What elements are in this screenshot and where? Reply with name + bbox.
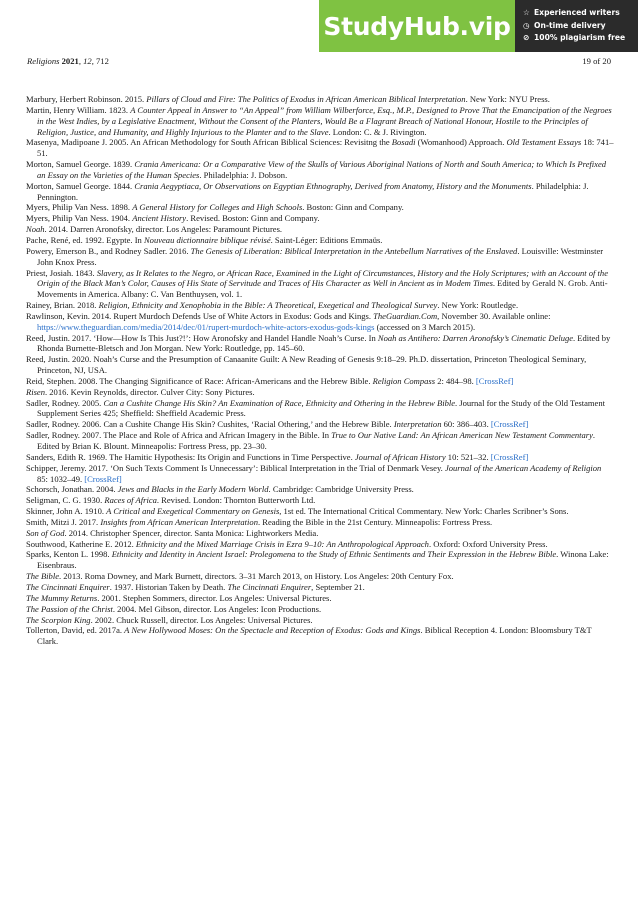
reference-text: Smith, Mitzi J. 2017. <box>26 516 101 527</box>
reference-link[interactable]: [CrossRef] <box>490 419 529 430</box>
reference-text: Sadler, Rodney. 2006. Can a Cushite Change His Skin? Cushites, ‘Racial Othering,’ and the Hebrew Bible. <box>26 419 394 430</box>
reference-entry <box>26 430 614 452</box>
reference-text: Rainey, Brian. 2018. <box>26 300 99 311</box>
reference-title: True to Our Native Land: An African American New Testament Commentary <box>331 430 593 441</box>
reference-text: . Edited by Rhonda Burnette-Bletsch and Jon Morgan. New York: Routledge, pp. 145–60. <box>37 332 611 354</box>
reference-title: Insights from African American Interpretation <box>100 516 258 527</box>
reference-title: A General History for Colleges and High Schools <box>132 202 303 213</box>
reference-entry <box>26 615 614 626</box>
article-number: 712 <box>96 56 109 66</box>
reference-title: Noah <box>26 224 45 235</box>
reference-title: Journal of African History <box>354 451 446 462</box>
reference-text: Morton, Samuel George. 1839. <box>26 159 135 170</box>
reference-entry <box>26 181 614 203</box>
reference-text: Martin, Henry William. 1823. <box>26 104 131 115</box>
reference-text: Powery, Emerson B., and Rodney Sadler. 2016. <box>26 245 191 256</box>
reference-text: . Revised. London: Thornton Butterworth Ltd. <box>156 495 316 506</box>
reference-text: . New York: Routledge. <box>437 300 519 311</box>
star-icon: ☆ <box>523 8 530 18</box>
reference-text: , 1st ed. The International Critical Commentary. New York: Charles Scribner’s Sons. <box>279 506 569 517</box>
reference-entry <box>26 419 614 430</box>
reference-list <box>26 94 614 647</box>
reference-title: The Scorpion King <box>26 614 91 625</box>
reference-text: . New York: NYU Press. <box>465 94 550 104</box>
reference-entry <box>26 235 614 246</box>
reference-entry <box>26 484 614 495</box>
reference-title: Journal of the American Academy of Religion <box>444 462 602 473</box>
reference-text: Rawlinson, Kevin. 2014. Rupert Murdoch Defends Use of White Actors in Exodus: Gods and Kings. <box>26 310 374 321</box>
reference-entry <box>26 398 614 420</box>
reference-entry <box>26 268 614 301</box>
reference-text: . Boston: Ginn and Company. <box>302 202 404 213</box>
reference-entry <box>26 463 614 485</box>
reference-entry <box>26 528 614 539</box>
reference-text: Schipper, Jeremy. 2017. ‘On Such Texts Comment Is Unnecessary’: Biblical Interpretation in the Trial of Denmark Vesey. <box>26 462 445 473</box>
reference-text: Seligman, C. G. 1930. <box>26 495 105 506</box>
reference-text: . 2014. Darren Aronofsky, director. Los Angeles: Paramount Pictures. <box>44 224 283 235</box>
reference-text: Sparks, Kenton L. 1998. <box>26 549 112 560</box>
reference-text: . 2001. Stephen Sommers, director. Los Angeles: Universal Pictures. <box>97 592 332 603</box>
feature-on-time-delivery <box>523 20 638 33</box>
feature-plagiarism-free <box>523 32 638 45</box>
reference-text: Pache, René, ed. 1992. Egypte. In <box>26 234 144 245</box>
feature-experienced-writers <box>523 7 638 20</box>
reference-text: (accessed on 3 March 2015). <box>374 321 476 332</box>
reference-entry <box>26 387 614 398</box>
reference-text: , September 21. <box>311 581 365 592</box>
reference-text: . Saint-Léger: Editions Emmaüs. <box>270 234 383 245</box>
studyhub-logo[interactable]: StudyHub.vip <box>319 0 515 52</box>
page-header <box>27 56 611 68</box>
reference-entry <box>26 246 614 268</box>
reference-text: . 2014. Christopher Spencer, director. Santa Monica: Lightworkers Media. <box>64 527 319 538</box>
page-number: 19 of 20 <box>582 56 611 66</box>
reference-link[interactable]: https://www.theguardian.com/media/2014/dec/01/rupert-murdoch-white-actors-exodus-gods-kings <box>37 321 375 332</box>
reference-entry <box>26 202 614 213</box>
reference-entry <box>26 376 614 387</box>
reference-entry <box>26 495 614 506</box>
reference-title: Nouveau dictionnaire biblique révisé <box>143 234 271 245</box>
feature-label: On-time delivery <box>534 20 606 30</box>
reference-title: The Cincinnati Enquirer <box>227 581 312 592</box>
reference-title: Pillars of Cloud and Fire: The Politics of Exodus in African American Biblical Interpretation <box>146 94 466 104</box>
reference-entry <box>26 582 614 593</box>
reference-text: 60: 386–403. <box>441 419 491 430</box>
reference-text: Tollerton, David, ed. 2017a. <box>26 625 125 636</box>
reference-title: Can a Cushite Change His Skin? An Examination of Race, Ethnicity and Othering in the Hebrew Bible <box>103 397 456 408</box>
studyhub-banner[interactable] <box>319 0 638 52</box>
reference-text: . 2013. Roma Downey, and Mark Burnett, directors. 3–31 March 2013, on History. Los Angeles: 20th Century Fox. <box>59 571 454 582</box>
reference-text: (Womanhood) Approach. <box>415 137 507 148</box>
reference-title: Crania Americana: Or a Comparative View of the Skulls of Various Aboriginal Nations of North and South America; to Which Is Prefixed an Essay on the Varieties of the Human Species <box>37 159 607 180</box>
reference-entry <box>26 311 614 333</box>
reference-title: The Bible <box>26 571 59 582</box>
reference-text: . London: C. & J. Rivington. <box>328 126 427 137</box>
reference-text: Reid, Stephen. 2008. The Changing Significance of Race: African-Americans and the Hebrew Bible. <box>26 375 373 386</box>
reference-title: Ancient History <box>132 213 187 224</box>
reference-title: Risen <box>26 386 45 397</box>
reference-title: Crania Aegyptiaca, Or Observations on Egyptian Ethnography, Derived from Anatomy, History and the Monuments <box>134 180 532 191</box>
reference-text: , November 30. Available online: <box>437 310 551 321</box>
reference-text: 18: 741–51. <box>37 137 614 159</box>
reference-title: A New Hollywood Moses: On the Spectacle and Reception of Exodus: Gods and Kings <box>124 625 421 636</box>
reference-title: Religion Compass <box>372 375 436 386</box>
reference-title: The Passion of the Christ <box>26 603 113 614</box>
reference-title: The Mummy Returns <box>26 592 98 603</box>
reference-title: Slavery, as It Relates to the Negro, or African Race, Examined in the Light of Circumstances, History and the Holy Scriptures; with an Account of the Origin of the Black Man’s Color, Causes of His State of Servitude and Traces of His Character as Well in Ancient as in Modem Times <box>37 267 608 289</box>
reference-link[interactable]: [CrossRef] <box>490 451 529 462</box>
reference-text: Myers, Philip Van Ness. 1904. <box>26 213 133 224</box>
reference-text: . Edited by Gerald N. Grob. Anti-Movements in America. Albany: C. Van Benthuysen, vol. 1. <box>37 278 608 300</box>
reference-title: Ethnicity and Identity in Ancient Israel: Prolegomena to the Study of Ethnic Sentiments and Their Expression in the Hebrew Bible <box>111 549 557 560</box>
reference-title: Noah as Antihero: Darren Aronofsky’s Cinematic Deluge <box>377 332 574 343</box>
reference-entry <box>26 452 614 463</box>
reference-title: Religion, Ethnicity and Xenophobia in the Bible: A Theoretical, Exegetical and Theological Survey <box>98 300 438 311</box>
reference-text: . Philadelphia: J. Dobson. <box>199 169 288 180</box>
reference-text: 10: 521–32. <box>445 451 491 462</box>
reference-entry <box>26 300 614 311</box>
reference-text: Southwood, Katherine E. 2012. <box>26 538 136 549</box>
reference-entry <box>26 604 614 615</box>
reference-text: Skinner, John A. 1910. <box>26 506 107 517</box>
reference-title: Bosadi <box>391 137 416 148</box>
reference-entry <box>26 549 614 571</box>
reference-entry <box>26 539 614 550</box>
reference-text: . Revised. Boston: Ginn and Company. <box>186 213 320 224</box>
reference-title: Old Testament Essays <box>506 137 582 148</box>
reference-text: Sanders, Edith R. 1969. The Hamitic Hypothesis: Its Origin and Functions in Time Perspective. <box>26 451 355 462</box>
reference-entry <box>26 159 614 181</box>
banner-features <box>515 7 638 45</box>
reference-title: Jews and Blacks in the Early Modern World <box>117 484 269 495</box>
reference-text: . Philadelphia: J. Pennington. <box>37 180 589 202</box>
reference-text: . Edited by Brian K. Blount. Minneapolis: Fortress Press, pp. 23–30. <box>37 430 596 451</box>
reference-text: Marbury, Herbert Robinson. 2015. <box>26 94 147 104</box>
reference-text: . 2002. Chuck Russell, director. Los Angeles: Universal Pictures. <box>90 614 313 625</box>
reference-text: . Louisville: Westminster John Knox Press. <box>37 245 604 267</box>
reference-text: 2: 484–98. <box>435 375 476 386</box>
reference-text: . Oxford: Oxford University Press. <box>428 538 548 549</box>
reference-link[interactable]: [CrossRef] <box>475 375 514 386</box>
journal-year: 2021 <box>61 56 79 66</box>
reference-title: Ethnicity and the Mixed Marriage Crisis in Ezra 9–10: An Anthropological Approach <box>135 538 429 549</box>
reference-link[interactable]: [CrossRef] <box>84 473 122 484</box>
reference-text: . 1937. Historian Taken by Death. <box>109 581 228 592</box>
reference-text: Myers, Philip Van Ness. 1898. <box>26 202 133 213</box>
journal-volume: 12 <box>83 56 92 66</box>
reference-entry <box>26 571 614 582</box>
reference-title: A Counter Appeal in Answer to “An Appeal” from William Wilberforce, Esq., M.P., Designed to Prove That the Emancipation of the Negroes in the West Indies, by a Legislative Enactment, Without the Consent of the Planters, Would Be a Flagrant Breach of National Honour, Hostile to the Principles of Religion, Justice, and Humanity, and Highly Injurious to the Planter and to the Slave <box>37 104 612 137</box>
reference-text: . Winona Lake: Eisenbraus. <box>37 549 609 571</box>
reference-entry <box>26 213 614 224</box>
reference-entry <box>26 224 614 235</box>
feature-label: Experienced writers <box>534 8 620 18</box>
reference-title: TheGuardian.Com <box>373 310 438 321</box>
reference-entry <box>26 137 614 159</box>
reference-title: The Cincinnati Enquirer <box>26 581 110 592</box>
reference-text: . Journal for the Study of the Old Testament Supplement Series 425; Sheffield: Sheffield Academic Press. <box>37 397 605 419</box>
reference-entry <box>26 625 614 647</box>
reference-text: . Biblical Reception 4. London: Bloomsbury T&T Clark. <box>37 625 592 647</box>
journal-citation: Religions 2021, 12, 712 <box>27 56 109 66</box>
reference-text: . 2004. Mel Gibson, director. Los Angeles: Icon Productions. <box>112 603 322 614</box>
no-plagiarism-icon: ⊘ <box>523 33 530 43</box>
reference-entry <box>26 354 614 376</box>
reference-title: Son of God <box>26 527 65 538</box>
reference-title: Races of Africa <box>104 495 157 506</box>
reference-text: Morton, Samuel George. 1844. <box>26 180 135 191</box>
clock-icon: ◷ <box>523 20 530 30</box>
reference-text: Masenya, Madipoane J. 2005. An African Methodology for South African Biblical Sciences: Revisitng the <box>26 137 392 148</box>
reference-entry <box>26 517 614 528</box>
reference-title: A Critical and Exegetical Commentary on Genesis <box>106 506 280 517</box>
reference-text: . 2016. Kevin Reynolds, director. Culver City: Sony Pictures. <box>45 386 255 397</box>
journal-name: Religions <box>27 56 60 66</box>
reference-text: Priest, Josiah. 1843. <box>26 267 97 278</box>
reference-title: Interpretation <box>393 419 442 430</box>
reference-text: . Reading the Bible in the 21st Century. Minneapolis: Fortress Press. <box>257 516 493 527</box>
reference-title: The Genesis of Liberation: Biblical Interpretation in the Antebellum Narratives of the Enslaved <box>190 245 518 256</box>
reference-text: Reed, Justin. 2017. ‘How—How Is This Just?!’: How Aronofsky and Handel Handle Noah’s Curse. In <box>26 332 378 343</box>
reference-text: Sadler, Rodney. 2007. The Place and Role of Africa and African Imagery in the Bible. In <box>26 430 332 441</box>
reference-entry <box>26 105 614 138</box>
reference-entry <box>26 94 614 105</box>
reference-entry <box>26 593 614 604</box>
reference-text: Reed, Justin. 2020. Noah’s Curse and the Presumption of Canaanite Guilt: A New Reading of Genesis 9:18–29. Ph.D. dissertation, Princeton Theological Seminary, Princeton, NJ, USA. <box>26 354 587 376</box>
feature-label: 100% plagiarism free <box>534 33 626 43</box>
reference-entry <box>26 506 614 517</box>
reference-text: 85: 1032–49. <box>37 473 85 484</box>
reference-entry <box>26 333 614 355</box>
reference-text: Sadler, Rodney. 2005. <box>26 397 104 408</box>
reference-text: Schorsch, Jonathan. 2004. <box>26 484 118 495</box>
reference-text: . Cambridge: Cambridge University Press. <box>268 484 414 495</box>
